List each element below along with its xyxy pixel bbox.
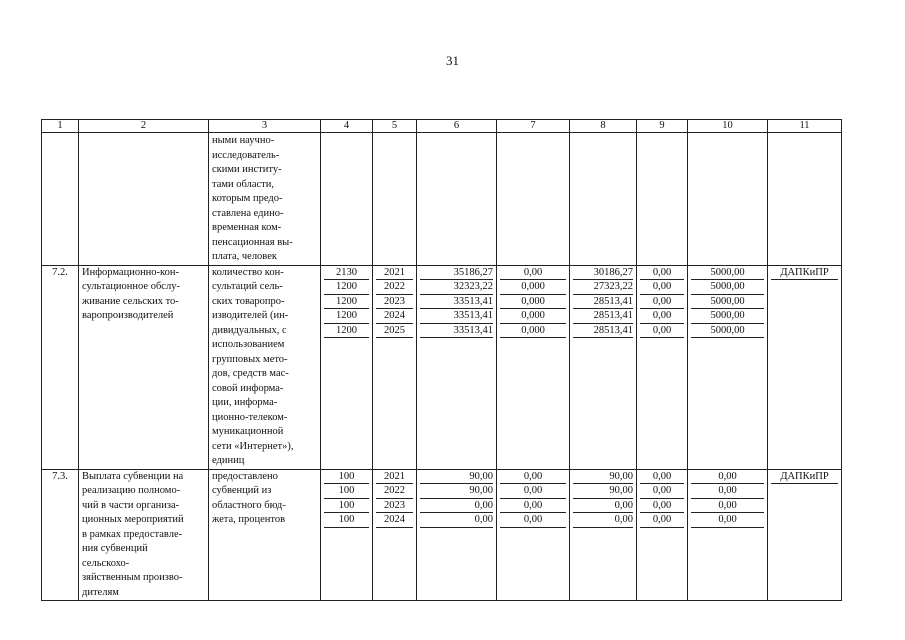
regional-funding-cell: 90,00 90,00 0,00 0,00 bbox=[570, 469, 637, 601]
total-funding-cell: 90,00 90,00 0,00 0,00 bbox=[417, 469, 497, 601]
year-cell: 2021 2022 2023 2024 2025 bbox=[373, 265, 417, 469]
header-row bbox=[42, 120, 842, 133]
header-cell: 10 bbox=[688, 120, 768, 133]
local-funding-cell: 0,00 0,00 0,00 0,00 0,00 bbox=[637, 265, 688, 469]
row-number: 7.2. bbox=[42, 265, 79, 469]
executor-cell: ДАПКиПР bbox=[768, 265, 842, 469]
federal-funding-cell: 0,00 0,000 0,000 0,000 0,000 bbox=[497, 265, 570, 469]
target-value-cell: 2130 1200 1200 1200 1200 bbox=[321, 265, 373, 469]
indicator-cell: предоставлено субвенций из областного бюд- жета, процентов bbox=[209, 469, 321, 601]
target-value-cell: 100 100 100 100 bbox=[321, 469, 373, 601]
other-funding-cell: 0,00 0,00 0,00 0,00 bbox=[688, 469, 768, 601]
indicator-cell: количество кон- сультаций сель- ских товаропро- изводителей (ин- дивидуальных, с использованием групповых мето- дов, средств мас- совой информа- ции, информа- ционно-телеком- муникационной сети «Интернет»), единиц bbox=[209, 265, 321, 469]
total-funding-cell: 35186,27 32323,22 33513,41 33513,41 33513,41 bbox=[417, 265, 497, 469]
continuation-row bbox=[42, 133, 842, 266]
table-row bbox=[42, 265, 842, 469]
local-funding-cell: 0,00 0,00 0,00 0,00 bbox=[637, 469, 688, 601]
table-row bbox=[42, 469, 842, 601]
year-cell: 2021 2022 2023 2024 bbox=[373, 469, 417, 601]
header-cell: 5 bbox=[373, 120, 417, 133]
header-cell: 7 bbox=[497, 120, 570, 133]
regional-funding-cell: 30186,27 27323,22 28513,41 28513,41 28513,41 bbox=[570, 265, 637, 469]
federal-funding-cell: 0,00 0,00 0,00 0,00 bbox=[497, 469, 570, 601]
program-table bbox=[41, 119, 842, 601]
header-cell: 2 bbox=[79, 120, 209, 133]
page-number: 31 bbox=[446, 53, 459, 68]
header-cell: 1 bbox=[42, 120, 79, 133]
indicator-cell: ными научно- исследователь- скими институ- тами области, которым предо- ставлена едино- временная ком- пенсационная вы- плата, человек bbox=[209, 133, 321, 266]
header-cell: 8 bbox=[570, 120, 637, 133]
header-cell: 4 bbox=[321, 120, 373, 133]
row-number: 7.3. bbox=[42, 469, 79, 601]
header-cell: 6 bbox=[417, 120, 497, 133]
executor-cell: ДАПКиПР bbox=[768, 469, 842, 601]
measure-name: Информационно-кон- сультационное обслу- живание сельских то- варопроизводителей bbox=[79, 265, 209, 469]
measure-name: Выплата субвенции на реализацию полномо- чий в части организа- ционных мероприятий в рамках предоставле- ния субвенций сельскохо- зяйственным произво- дителям bbox=[79, 469, 209, 601]
header-cell: 11 bbox=[768, 120, 842, 133]
other-funding-cell: 5000,00 5000,00 5000,00 5000,00 5000,00 bbox=[688, 265, 768, 469]
header-cell: 3 bbox=[209, 120, 321, 133]
header-cell: 9 bbox=[637, 120, 688, 133]
